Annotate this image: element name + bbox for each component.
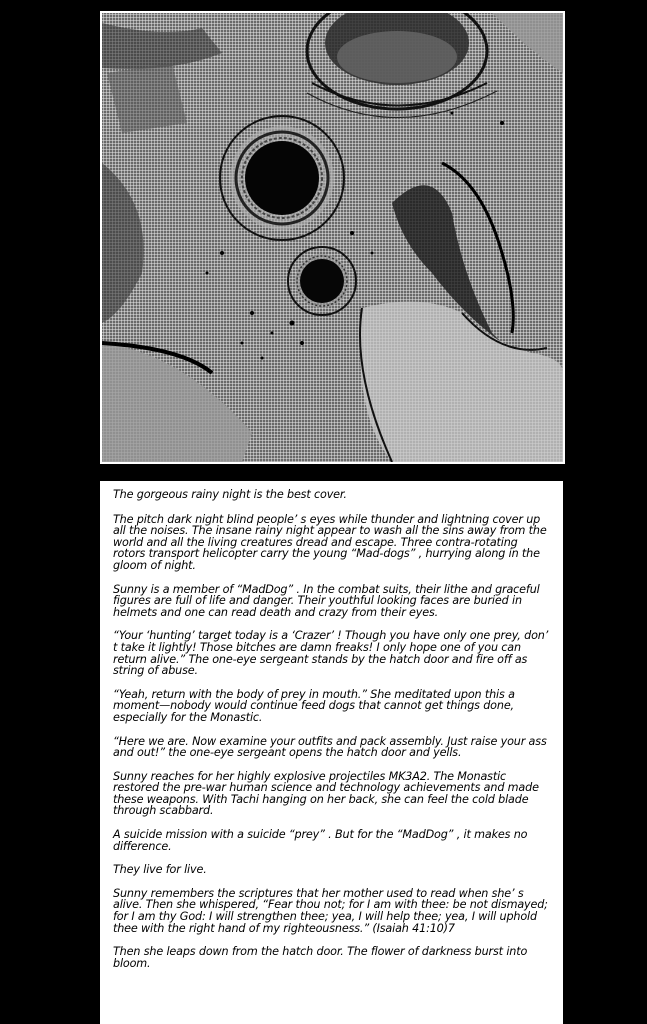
story-paragraph: Then she leaps down from the hatch door. The flower of darkness burst into bloom. xyxy=(113,945,528,970)
large-crater xyxy=(220,116,344,240)
story-paragraph: Sunny is a member of “MadDog” . In the combat suits, their lithe and graceful figures are full of life and danger. Their youthful looking faces are buried in helmets and one can read death and crazy from their eyes. xyxy=(113,582,540,619)
light-basin xyxy=(360,302,563,462)
story-paragraph: They live for live. xyxy=(113,863,207,877)
story-text-panel xyxy=(100,481,563,1024)
dome-shape xyxy=(307,13,497,118)
story-paragraph: Sunny remembers the scriptures that her mother used to read when she’ s alive. Then she whispered, “Fear thou not; for I am with thee: be not dismayed; for I am thy God: I will strengthen thee; yea, I will help thee; yea, I will uphold thee with the right hand of my righteousness.” (Isaiah 41:10)7 xyxy=(113,886,548,935)
illustration-frame xyxy=(100,11,565,464)
small-crater xyxy=(288,247,356,315)
story-paragraph: “Your ‘hunting’ target today is a ‘Crazer’ ! Though you have only one prey, don’ t take it lightly! Those bitches are damn freaks! I only hope one of you can return alive.” The one-eye sergeant stands by the hatch door and fire off as string of abuse. xyxy=(113,629,549,678)
top-right-area xyxy=(492,13,563,73)
story-paragraph: The pitch dark night blind people’ s eyes while thunder and lightning cover up all the noises. The insane rainy night appear to wash all the sins away from the world and all the living creatures dread and escape. Three contra-rotating rotors transport helicopter carry the young “Mad-dogs” , hurrying along in the gloom of night. xyxy=(113,512,547,572)
story-paragraph: “Yeah, return with the body of prey in mouth.” She meditated upon this a moment—nobody would continue feed dogs that cannot get things done, especially for the Monastic. xyxy=(113,687,515,724)
manga-illustration xyxy=(102,13,563,462)
cracked-surface-left xyxy=(102,23,252,462)
story-paragraph: A suicide mission with a suicide “prey” . But for the “MadDog” , it makes no difference. xyxy=(113,828,528,853)
illustration-drawing xyxy=(102,13,563,462)
story-paragraph: The gorgeous rainy night is the best cover. xyxy=(113,488,347,501)
story-paragraph: Sunny reaches for her highly explosive projectiles MK3A2. The Monastic restored the pre-war human science and technology achievements and made these weapons. With Tachi hanging on her back, she can feel the cold blade through scabbard. xyxy=(113,769,539,818)
story-paragraph: “Here we are. Now examine your outfits and pack assembly. Just raise your ass and out!” the one-eye sergeant opens the hatch door and yells. xyxy=(113,734,547,760)
